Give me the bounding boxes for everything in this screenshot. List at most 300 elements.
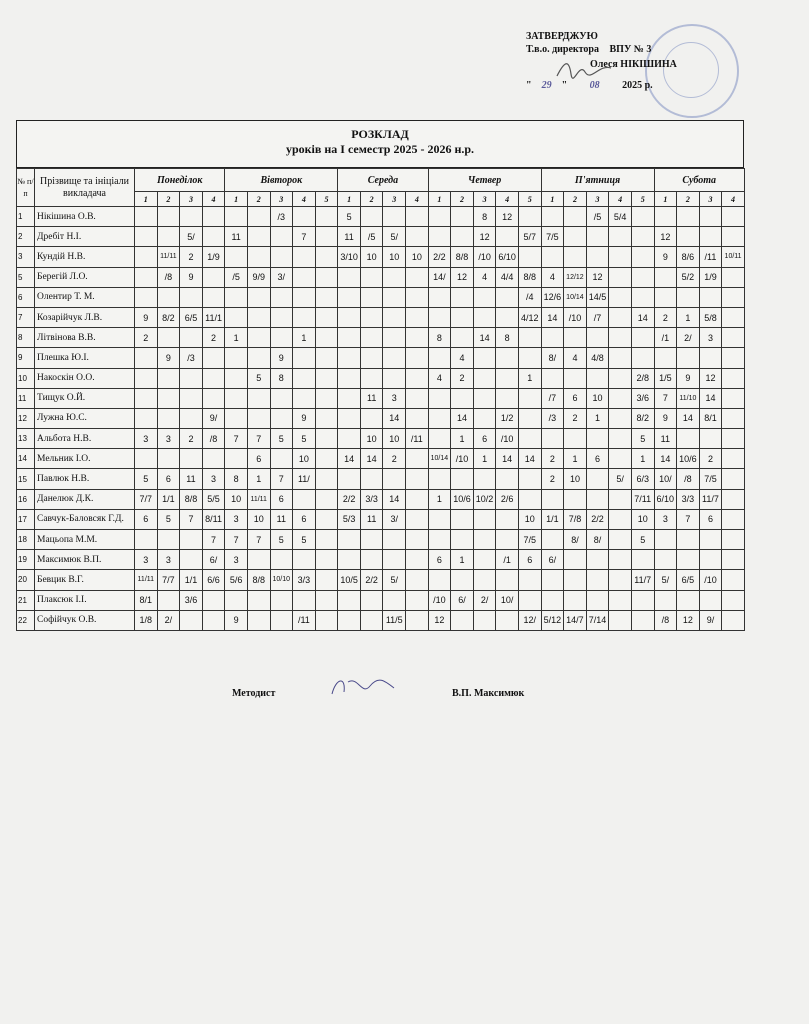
- schedule-cell: 7/5: [518, 530, 541, 550]
- schedule-cell: /4: [518, 287, 541, 307]
- schedule-cell: [225, 388, 248, 408]
- schedule-cell: 1/9: [699, 267, 722, 287]
- schedule-cell: [315, 207, 338, 227]
- schedule-cell: 2: [180, 429, 203, 449]
- schedule-cell: [699, 590, 722, 610]
- teacher-name: Павлюк Н.В.: [35, 469, 135, 489]
- schedule-cell: 14: [383, 489, 406, 509]
- schedule-cell: [406, 388, 429, 408]
- row-number: 5: [17, 267, 35, 287]
- schedule-cell: 2/: [473, 590, 496, 610]
- schedule-cell: [360, 530, 383, 550]
- schedule-cell: 8/2: [631, 408, 654, 428]
- schedule-cell: [293, 348, 316, 368]
- schedule-cell: 6/5: [677, 570, 700, 590]
- schedule-cell: 6/: [202, 550, 225, 570]
- schedule-cell: [541, 530, 564, 550]
- schedule-cell: 14: [496, 449, 519, 469]
- schedule-cell: 5/: [383, 570, 406, 590]
- schedule-cell: 4: [564, 348, 587, 368]
- schedule-cell: [293, 368, 316, 388]
- schedule-cell: [135, 207, 158, 227]
- schedule-cell: [473, 368, 496, 388]
- schedule-cell: /7: [586, 307, 609, 327]
- teacher-name: Кундій Н.В.: [35, 247, 135, 267]
- schedule-cell: [677, 207, 700, 227]
- schedule-cell: 10/2: [473, 489, 496, 509]
- schedule-cell: [157, 449, 180, 469]
- schedule-cell: 7: [202, 530, 225, 550]
- schedule-cell: 8: [496, 328, 519, 348]
- schedule-cell: [360, 610, 383, 630]
- schedule-cell: [496, 388, 519, 408]
- schedule-cell: 9: [293, 408, 316, 428]
- lesson-number: 3: [699, 192, 722, 207]
- schedule-cell: [157, 408, 180, 428]
- schedule-cell: 10/5: [338, 570, 361, 590]
- schedule-cell: 11: [180, 469, 203, 489]
- schedule-cell: 7: [677, 509, 700, 529]
- schedule-cell: /11: [406, 429, 429, 449]
- teacher-name: Берегій Л.О.: [35, 267, 135, 287]
- schedule-cell: 12/: [518, 610, 541, 630]
- schedule-cell: 11: [338, 227, 361, 247]
- schedule-cell: [631, 348, 654, 368]
- schedule-cell: [631, 550, 654, 570]
- schedule-cell: [722, 388, 745, 408]
- schedule-cell: [406, 328, 429, 348]
- schedule-cell: [428, 388, 451, 408]
- schedule-cell: 8: [428, 328, 451, 348]
- teacher-name: Накоскін О.О.: [35, 368, 135, 388]
- schedule-cell: [722, 509, 745, 529]
- lesson-number: 3: [473, 192, 496, 207]
- schedule-cell: [586, 247, 609, 267]
- schedule-cell: [699, 429, 722, 449]
- schedule-cell: 14/5: [586, 287, 609, 307]
- schedule-cell: 5/: [180, 227, 203, 247]
- schedule-cell: /10: [451, 449, 474, 469]
- schedule-cell: 2: [451, 368, 474, 388]
- schedule-cell: [202, 368, 225, 388]
- schedule-cell: [541, 570, 564, 590]
- schedule-cell: 11: [225, 227, 248, 247]
- schedule-cell: [722, 429, 745, 449]
- schedule-cell: 2: [202, 328, 225, 348]
- schedule-cell: [677, 550, 700, 570]
- schedule-cell: [406, 307, 429, 327]
- schedule-cell: [225, 348, 248, 368]
- schedule-cell: 3/: [383, 509, 406, 529]
- schedule-cell: 11/10: [677, 388, 700, 408]
- row-number: 8: [17, 328, 35, 348]
- schedule-cell: [360, 368, 383, 388]
- schedule-cell: 12/12: [564, 267, 587, 287]
- schedule-cell: 10: [586, 388, 609, 408]
- row-number: 12: [17, 408, 35, 428]
- page-subtitle: уроків на I семестр 2025 - 2026 н.р.: [285, 142, 475, 156]
- schedule-cell: 10/10: [270, 570, 293, 590]
- approval-block: ЗАТВЕРДЖУЮ Т.в.о. директора ВПУ № 3 Олеся НІКІШИНА " 29 " 08 2025 р.: [526, 30, 726, 92]
- schedule-cell: 10: [360, 429, 383, 449]
- row-number: 21: [17, 590, 35, 610]
- schedule-cell: 10/11: [722, 247, 745, 267]
- teacher-name: Лужна Ю.С.: [35, 408, 135, 428]
- schedule-cell: [202, 227, 225, 247]
- schedule-cell: [406, 348, 429, 368]
- schedule-cell: [247, 348, 270, 368]
- schedule-cell: [609, 388, 632, 408]
- schedule-cell: 4: [451, 348, 474, 368]
- schedule-cell: [293, 388, 316, 408]
- schedule-cell: [406, 530, 429, 550]
- schedule-cell: 1: [451, 550, 474, 570]
- schedule-cell: [157, 207, 180, 227]
- schedule-cell: /3: [180, 348, 203, 368]
- table-row: [17, 267, 745, 287]
- row-number: 9: [17, 348, 35, 368]
- schedule-cell: [247, 307, 270, 327]
- table-row: [17, 408, 745, 428]
- schedule-cell: [247, 207, 270, 227]
- schedule-cell: [315, 227, 338, 247]
- schedule-cell: [428, 408, 451, 428]
- row-number: 7: [17, 307, 35, 327]
- schedule-cell: [202, 207, 225, 227]
- schedule-cell: 11/7: [631, 570, 654, 590]
- schedule-cell: 8/6: [677, 247, 700, 267]
- page-title: РОЗКЛАД: [351, 127, 409, 141]
- schedule-cell: [225, 207, 248, 227]
- lesson-number: 2: [451, 192, 474, 207]
- schedule-cell: [135, 408, 158, 428]
- schedule-cell: [677, 590, 700, 610]
- schedule-cell: /1: [654, 328, 677, 348]
- schedule-cell: 10/14: [564, 287, 587, 307]
- schedule-cell: 14/: [428, 267, 451, 287]
- schedule-cell: 12: [451, 267, 474, 287]
- schedule-cell: 9: [135, 307, 158, 327]
- schedule-cell: [677, 227, 700, 247]
- schedule-cell: /10: [428, 590, 451, 610]
- schedule-cell: [677, 530, 700, 550]
- schedule-cell: 9/9: [247, 267, 270, 287]
- schedule-cell: [315, 610, 338, 630]
- schedule-cell: [654, 590, 677, 610]
- approval-month: 08: [589, 80, 600, 91]
- lesson-number: 2: [157, 192, 180, 207]
- schedule-cell: 12: [654, 227, 677, 247]
- schedule-cell: [541, 368, 564, 388]
- lesson-number: 5: [631, 192, 654, 207]
- approval-year: 2025 р.: [622, 80, 653, 91]
- schedule-cell: [496, 348, 519, 368]
- schedule-cell: [270, 307, 293, 327]
- schedule-cell: [338, 530, 361, 550]
- schedule-cell: [338, 590, 361, 610]
- teacher-name: Мацьопа М.М.: [35, 530, 135, 550]
- schedule-cell: [406, 449, 429, 469]
- schedule-cell: 14: [451, 408, 474, 428]
- schedule-cell: [225, 307, 248, 327]
- schedule-cell: [631, 247, 654, 267]
- lesson-number: 4: [609, 192, 632, 207]
- teacher-name: Данелюк Д.К.: [35, 489, 135, 509]
- schedule-cell: [699, 348, 722, 368]
- schedule-cell: 7: [247, 530, 270, 550]
- schedule-cell: 10/14: [428, 449, 451, 469]
- schedule-cell: [518, 388, 541, 408]
- schedule-cell: 9/: [699, 610, 722, 630]
- lesson-number: 1: [338, 192, 361, 207]
- schedule-cell: 5/5: [202, 489, 225, 509]
- schedule-cell: [586, 429, 609, 449]
- schedule-cell: 8: [225, 469, 248, 489]
- schedule-cell: 7/5: [699, 469, 722, 489]
- schedule-cell: [541, 207, 564, 227]
- schedule-cell: 2/2: [360, 570, 383, 590]
- schedule-cell: 7: [270, 469, 293, 489]
- row-number: 13: [17, 429, 35, 449]
- schedule-cell: [157, 287, 180, 307]
- schedule-cell: 14: [654, 449, 677, 469]
- schedule-cell: 3: [202, 469, 225, 489]
- schedule-cell: 4/8: [586, 348, 609, 368]
- schedule-cell: [338, 287, 361, 307]
- schedule-cell: [157, 328, 180, 348]
- schedule-cell: 1/2: [496, 408, 519, 428]
- methodist-signature: [328, 674, 398, 700]
- schedule-cell: [315, 570, 338, 590]
- schedule-cell: 8/: [541, 348, 564, 368]
- schedule-cell: [473, 287, 496, 307]
- schedule-cell: [518, 590, 541, 610]
- schedule-cell: 14: [518, 449, 541, 469]
- schedule-cell: [406, 550, 429, 570]
- schedule-cell: 1: [225, 328, 248, 348]
- schedule-cell: [135, 388, 158, 408]
- schedule-cell: 3: [225, 550, 248, 570]
- schedule-cell: 2/: [157, 610, 180, 630]
- schedule-cell: [722, 287, 745, 307]
- schedule-cell: [722, 550, 745, 570]
- schedule-cell: 9: [270, 348, 293, 368]
- schedule-cell: [609, 408, 632, 428]
- schedule-cell: [360, 207, 383, 227]
- schedule-cell: [654, 287, 677, 307]
- schedule-cell: 2/2: [428, 247, 451, 267]
- schedule-cell: [135, 247, 158, 267]
- schedule-cell: 10: [406, 247, 429, 267]
- schedule-cell: 6/: [541, 550, 564, 570]
- schedule-cell: 10: [247, 509, 270, 529]
- schedule-cell: [315, 590, 338, 610]
- schedule-cell: [202, 590, 225, 610]
- schedule-cell: [496, 509, 519, 529]
- schedule-cell: [360, 328, 383, 348]
- schedule-cell: 11: [360, 388, 383, 408]
- schedule-cell: 11/: [293, 469, 316, 489]
- schedule-cell: [383, 307, 406, 327]
- teacher-name: Нікішина О.В.: [35, 207, 135, 227]
- schedule-cell: 14: [541, 307, 564, 327]
- schedule-cell: 11: [360, 509, 383, 529]
- schedule-cell: [383, 287, 406, 307]
- schedule-cell: [631, 590, 654, 610]
- table-row: [17, 590, 745, 610]
- schedule-cell: [564, 489, 587, 509]
- schedule-cell: [135, 348, 158, 368]
- schedule-cell: [722, 610, 745, 630]
- schedule-cell: [654, 267, 677, 287]
- teacher-name: Альбота Н.В.: [35, 429, 135, 449]
- schedule-cell: 2: [541, 469, 564, 489]
- schedule-cell: 8: [270, 368, 293, 388]
- teacher-name: Савчук-Баловсяк Г.Д.: [35, 509, 135, 529]
- schedule-cell: 8/1: [135, 590, 158, 610]
- schedule-cell: [586, 489, 609, 509]
- lesson-number: 5: [518, 192, 541, 207]
- schedule-cell: [225, 287, 248, 307]
- lesson-number: 2: [247, 192, 270, 207]
- footer-name: В.П. Максимюк: [452, 688, 525, 699]
- schedule-cell: [518, 207, 541, 227]
- schedule-cell: [383, 267, 406, 287]
- schedule-cell: [406, 570, 429, 590]
- day-header: П'ятниця: [541, 169, 654, 192]
- schedule-cell: 5: [293, 530, 316, 550]
- lesson-number: 1: [428, 192, 451, 207]
- schedule-cell: 9: [225, 610, 248, 630]
- schedule-cell: /10: [496, 429, 519, 449]
- schedule-cell: [338, 408, 361, 428]
- table-row: [17, 469, 745, 489]
- schedule-cell: 11/1: [202, 307, 225, 327]
- schedule-cell: 2: [564, 408, 587, 428]
- row-number: 2: [17, 227, 35, 247]
- schedule-cell: [473, 348, 496, 368]
- schedule-cell: [451, 509, 474, 529]
- schedule-cell: [406, 590, 429, 610]
- schedule-cell: [473, 610, 496, 630]
- schedule-cell: [564, 247, 587, 267]
- schedule-cell: [722, 307, 745, 327]
- schedule-cell: [293, 207, 316, 227]
- schedule-cell: 1/1: [157, 489, 180, 509]
- table-row: [17, 247, 745, 267]
- table-row: [17, 287, 745, 307]
- schedule-cell: [496, 287, 519, 307]
- schedule-cell: /5: [360, 227, 383, 247]
- schedule-cell: 10: [383, 429, 406, 449]
- schedule-cell: 12: [677, 610, 700, 630]
- schedule-cell: [338, 348, 361, 368]
- schedule-cell: [473, 307, 496, 327]
- schedule-cell: [293, 489, 316, 509]
- schedule-cell: [451, 570, 474, 590]
- schedule-cell: [315, 287, 338, 307]
- schedule-cell: [360, 590, 383, 610]
- schedule-cell: 5/4: [609, 207, 632, 227]
- schedule-cell: [518, 328, 541, 348]
- schedule-cell: [541, 429, 564, 449]
- schedule-cell: 4: [541, 267, 564, 287]
- table-row: [17, 530, 745, 550]
- schedule-cell: /5: [586, 207, 609, 227]
- day-header: Середа: [338, 169, 428, 192]
- schedule-cell: [631, 287, 654, 307]
- teacher-name: Козарійчук Л.В.: [35, 307, 135, 327]
- schedule-cell: [428, 227, 451, 247]
- schedule-cell: 11/11: [157, 247, 180, 267]
- schedule-cell: [360, 469, 383, 489]
- schedule-cell: 12/6: [541, 287, 564, 307]
- schedule-cell: [315, 408, 338, 428]
- schedule-cell: 7/5: [541, 227, 564, 247]
- schedule-cell: [225, 408, 248, 428]
- lesson-number: 3: [383, 192, 406, 207]
- schedule-cell: 12: [428, 610, 451, 630]
- schedule-cell: 9: [654, 247, 677, 267]
- schedule-cell: 6: [293, 509, 316, 529]
- schedule-cell: [180, 388, 203, 408]
- schedule-cell: 8/8: [180, 489, 203, 509]
- schedule-cell: 3: [225, 509, 248, 529]
- schedule-cell: 2: [541, 449, 564, 469]
- schedule-cell: [564, 570, 587, 590]
- schedule-cell: 1: [473, 449, 496, 469]
- schedule-cell: 6/10: [496, 247, 519, 267]
- schedule-cell: [722, 207, 745, 227]
- schedule-cell: [586, 227, 609, 247]
- schedule-cell: [360, 408, 383, 428]
- schedule-cell: [677, 348, 700, 368]
- teacher-name: Дребіт Н.І.: [35, 227, 135, 247]
- lesson-number: 4: [293, 192, 316, 207]
- schedule-cell: 3/3: [360, 489, 383, 509]
- schedule-cell: [180, 530, 203, 550]
- schedule-cell: 3: [654, 509, 677, 529]
- schedule-cell: 5/3: [338, 509, 361, 529]
- schedule-cell: 3: [383, 388, 406, 408]
- schedule-cell: /11: [699, 247, 722, 267]
- schedule-cell: 2: [699, 449, 722, 469]
- schedule-cell: [428, 307, 451, 327]
- schedule-cell: [315, 267, 338, 287]
- schedule-cell: 4: [473, 267, 496, 287]
- schedule-cell: [631, 267, 654, 287]
- schedule-cell: 1/1: [180, 570, 203, 590]
- row-number: 17: [17, 509, 35, 529]
- schedule-cell: [406, 368, 429, 388]
- schedule-cell: 14: [631, 307, 654, 327]
- schedule-cell: [360, 550, 383, 570]
- schedule-cell: [428, 570, 451, 590]
- schedule-cell: [609, 590, 632, 610]
- row-number: 20: [17, 570, 35, 590]
- table-row: [17, 307, 745, 327]
- schedule-cell: 7/7: [157, 570, 180, 590]
- schedule-cell: [338, 267, 361, 287]
- table-row: [17, 550, 745, 570]
- footer-role: Методист: [232, 688, 276, 699]
- schedule-cell: [631, 207, 654, 227]
- schedule-cell: [473, 408, 496, 428]
- schedule-cell: [473, 509, 496, 529]
- schedule-cell: 1: [518, 368, 541, 388]
- schedule-cell: [135, 227, 158, 247]
- schedule-cell: 12: [473, 227, 496, 247]
